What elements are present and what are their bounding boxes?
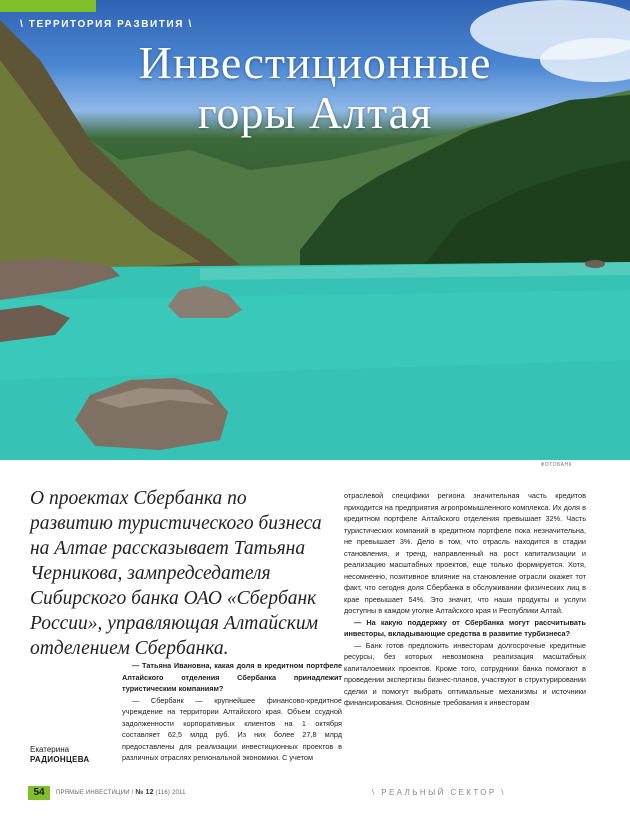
- photo-credit: ФОТОБАНК: [540, 462, 572, 468]
- interview-question: — Татьяна Ивановна, какая доля в кредитном портфеле Алтайского отделения Сбербанка принадлежит туристическим компаниям?: [122, 661, 342, 693]
- interview-answer: — Сбербанк — крупнейшее финансово-кредитное учреждение на территории Алтайского края. Объем ссудной задолженности корпоративных клиентов на 1 октября составляет 62,5 млрд руб. Из них более 27,8 млрд предоставлены для реализации инвестиционных проектов в различных отраслях региональной экономики. С учетом: [122, 695, 342, 762]
- journal-name: ПРЯМЫЕ ИНВЕСТИЦИИ /: [56, 790, 134, 796]
- body-column-right: [344, 490, 586, 709]
- section-footer-label: \ РЕАЛЬНЫЙ СЕКТОР \: [372, 788, 506, 797]
- issue-details: (116) 2011: [155, 790, 186, 796]
- headline-line-1: Инвестиционные: [138, 37, 492, 88]
- author-last-name: РАДИОНЦЕВА: [30, 755, 90, 764]
- journal-footer: [56, 789, 186, 796]
- author-byline: [30, 745, 90, 765]
- issue-number: № 12: [135, 789, 154, 796]
- interview-answer-continued: отраслевой специфики региона значительная часть кредитов приходится на предприятия агропромышленного комплекса. Их доля в кредитном портфеле Алтайского отделения превышает 32%. Часть туристических компаний в кредитном портфеле пока незначительна, не превышает 3%. Дело в том, что отрасль находится в стадии становления, и тренд, направленный на рост капитализации и реализацию масштабных проектов, еще только формируется. Хотя, несомненно, позитивное влияние на становление отрасли окажет тот факт, что сегодня доля Сбербанка в обслуживании физических лиц в крае превышает 54%. Это значит, что наши продукты и услуги доступны в каждом уголке Алтайского края и Республики Алтай.: [344, 491, 586, 615]
- body-column-left: [122, 660, 342, 764]
- author-first-name: Екатерина: [30, 745, 70, 754]
- interview-question: — На какую поддержку от Сбербанка могут рассчитывать инвесторы, вкладывающие средства в развитие турбизнеса?: [344, 617, 586, 638]
- article-headline: [0, 38, 630, 138]
- headline-line-2: горы Алтая: [197, 87, 433, 138]
- article-lead: О проектах Сбербанка по развитию туристического бизнеса на Алтае рассказывает Татьяна Черникова, зампредседателя Сибирского банка ОАО «Сбербанк России», управляющая Алтайским отделением Сбербанка.: [30, 488, 322, 659]
- interview-answer: — Банк готов предложить инвесторам долгосрочные кредитные ресурсы, без которых невозможна реализация масштабных капиталоемких проектов. Кроме того, сотрудники банка помогают в проведении экспертизы бизнес-планов, участвуют в структурировании сделки и помогут выбрать оптимальные механизмы и источники финансирования. Основные требования к инвесторам: [344, 640, 586, 707]
- rubric-accent-bar: [0, 0, 96, 12]
- page-number: 54: [28, 786, 50, 800]
- section-rubric: \ ТЕРРИТОРИЯ РАЗВИТИЯ \: [20, 19, 193, 30]
